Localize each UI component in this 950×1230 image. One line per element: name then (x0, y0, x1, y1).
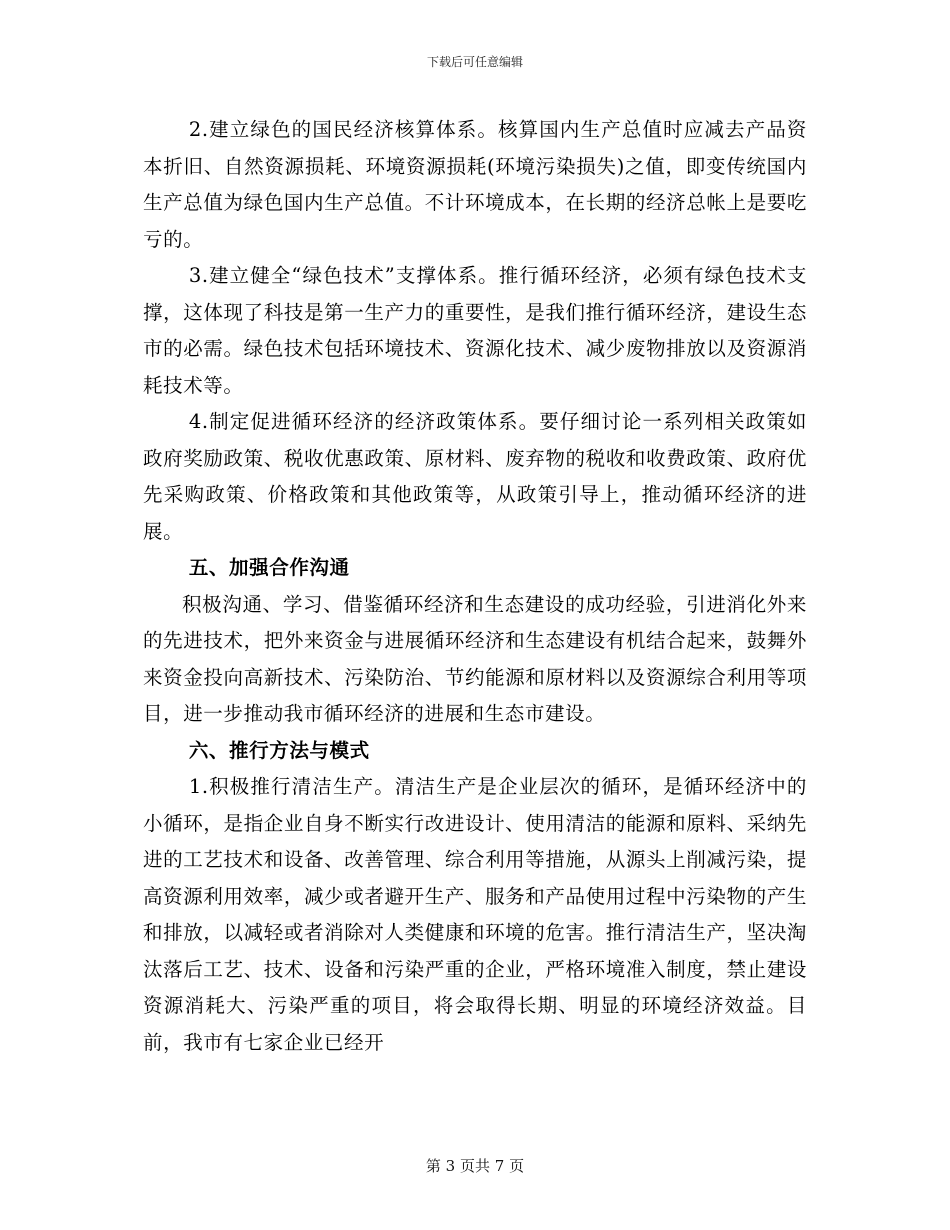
section-heading-cooperation: 五、加强合作沟通 (188, 556, 350, 579)
paragraph-cooperation: 积极沟通、学习、借鉴循环经济和生态建设的成功经验，引进消化外来的先进技术，把外来资金与进展循环经济和生态建设有机结合起来，鼓舞外来资金投向高新技术、污染防治、节约能源和原材料以及资源综合利用等项目，进一步推动我市循环经济的进展和生态市建设。 (143, 592, 807, 725)
page-header: 下载后可任意编辑 (426, 55, 523, 69)
document-body (143, 112, 807, 1061)
paragraph-clean-production: 1.积极推行清洁生产。清洁生产是企业层次的循环，是循环经济中的小循环，是指企业自身不断实行改进设计、使用清洁的能源和原料、采纳先进的工艺技术和设备、改善管理、综合利用等措施，从源头上削减污染，提高资源利用效率，减少或者避开生产、服务和产品使用过程中污染物的产生和排放，以减轻或者消除对人类健康和环境的危害。推行清洁生产，坚决淘汰落后工艺、技术、设备和污染严重的企业，严格环境准入制度，禁止建设资源消耗大、污染严重的项目，将会取得长期、明显的环境经济效益。目前，我市有七家企业已经开 (143, 775, 807, 1054)
paragraph-economic-policy: 4.制定促进循环经济的经济政策体系。要仔细讨论一系列相关政策如政府奖励政策、税收优惠政策、原材料、废弃物的税收和收费政策、政府优先采购政策、价格政策和其他政策等，从政策引导上，推动循环经济的进展。 (143, 410, 807, 543)
page-footer: 第 3 页共 7 页 (425, 1157, 525, 1175)
paragraph-green-technology: 3.建立健全“绿色技术”支撑体系。推行循环经济，必须有绿色技术支撑，这体现了科技是第一生产力的重要性，是我们推行循环经济，建设生态市的必需。绿色技术包括环境技术、资源化技术、减少废物排放以及资源消耗技术等。 (143, 264, 807, 397)
section-heading-methods: 六、推行方法与模式 (188, 738, 370, 762)
paragraph-green-accounting: 2.建立绿色的国民经济核算体系。核算国内生产总值时应减去产品资本折旧、自然资源损耗、环境资源损耗(环境污染损失)之值，即变传统国内生产总值为绿色国内生产总值。不计环境成本，在长期的经济总帐上是要吃亏的。 (143, 118, 807, 251)
